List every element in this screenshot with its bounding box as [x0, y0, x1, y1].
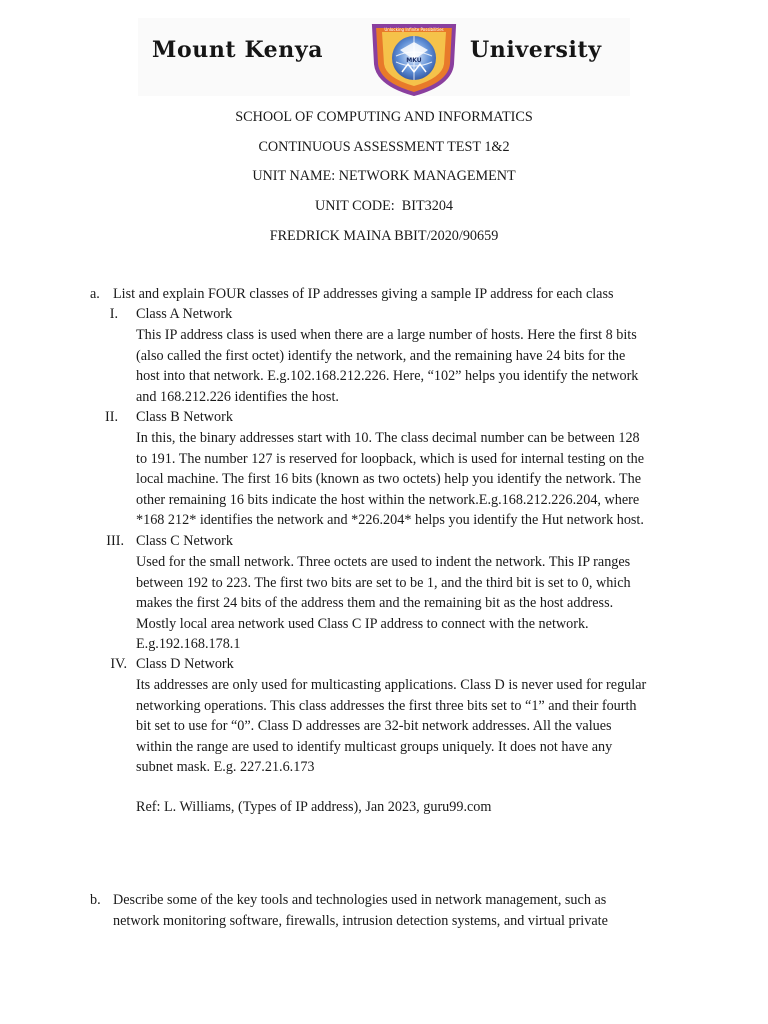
class-a-numeral: I. — [109, 306, 118, 322]
class-d-line: Its addresses are only used for multicasting applications. Class D is never used for regular — [136, 677, 647, 693]
question-b-text — [113, 890, 673, 931]
assessment-title: CONTINUOUS ASSESSMENT TEST 1&2 — [258, 139, 510, 155]
class-a-line: This IP address class is used when there are a large number of hosts. Here the first 8 bits — [136, 327, 637, 343]
class-d-description — [136, 675, 696, 778]
class-b-line: In this, the binary addresses start with 10. The class decimal number can be between 128 — [136, 430, 640, 446]
class-d-line: within the range are used to identify multicast groups uniquely. It does not have any — [136, 738, 613, 755]
class-c-description — [136, 552, 696, 655]
class-d-numeral: IV. — [110, 656, 127, 672]
class-b-line: to 191. The number 127 is reserved for loopback, which is used for internal testing on the — [136, 450, 645, 467]
question-b-line: network monitoring software, firewalls, intrusion detection systems, and virtual private — [113, 912, 608, 929]
unit-name: UNIT NAME: NETWORK MANAGEMENT — [252, 168, 516, 184]
class-c-line: makes the first 24 bits of the address them and the remaining bit as the host address. — [136, 595, 614, 612]
class-d-line: networking operations. This class addresses the first three bits set to “1” and their fourth — [136, 697, 637, 714]
crest-initials: MKU — [406, 57, 422, 64]
class-d-line: bit set to use for “0”. Class D addresses are 32-bit network addresses. All the values — [136, 718, 612, 735]
question-b-line: Describe some of the key tools and technologies used in network management, such as — [113, 892, 607, 908]
school-name: SCHOOL OF COMPUTING AND INFORMATICS — [235, 109, 533, 125]
class-b-line: *168 212* identifies the network and *226.204* helps you identify the Hut network host. — [136, 512, 644, 529]
question-a-text: List and explain FOUR classes of IP addresses giving a sample IP address for each class — [113, 286, 614, 302]
class-b-numeral: II. — [105, 409, 118, 425]
unit-code: UNIT CODE: BIT3204 — [314, 198, 454, 214]
class-c-title: Class C Network — [136, 533, 233, 549]
class-c-line: Mostly local area network used Class C IP address to connect with the network. — [136, 615, 589, 632]
class-b-line: local machine. The first 16 bits (known as two octets) help you identify the network. The — [136, 471, 641, 488]
class-a-title: Class A Network — [136, 306, 233, 322]
class-b-line: other remaining 16 bits indicate the host within the network.E.g.168.212.226.204, where — [136, 491, 640, 508]
class-b-description — [136, 428, 696, 531]
brand-name-right: University — [470, 37, 602, 63]
class-a-description — [136, 325, 696, 407]
class-c-line: Used for the small network. Three octets are used to indent the network. This IP ranges — [136, 554, 631, 570]
class-d-line: subnet mask. E.g. 227.21.6.173 — [136, 759, 315, 776]
question-b-marker: b. — [90, 892, 101, 908]
reference-citation: Ref: L. Williams, (Types of IP address), Jan 2023, guru99.com — [136, 799, 492, 815]
crest-motto: Unlocking Infinite Possibilities — [384, 27, 444, 32]
question-a-marker: a. — [90, 286, 100, 302]
class-d-title: Class D Network — [136, 656, 234, 672]
class-a-line: (also called the first octet) identify the network, and the remaining have 24 bits for the — [136, 347, 626, 364]
student-details: FREDRICK MAINA BBIT/2020/90659 — [269, 228, 499, 244]
class-a-line: host into that network. E.g.102.168.212.226. Here, “102” helps you identify the network — [136, 368, 639, 385]
class-c-line: E.g.192.168.178.1 — [136, 636, 241, 653]
class-c-line: between 192 to 223. The first two bits are set to be 1, and the third bit is set to 0, which — [136, 574, 631, 591]
class-c-numeral: III. — [106, 533, 124, 549]
brand-name-left: Mount Kenya — [152, 37, 324, 63]
class-b-title: Class B Network — [136, 409, 233, 425]
university-crest-icon — [366, 20, 462, 96]
class-a-line: and 168.212.226 identifies the host. — [136, 388, 339, 405]
